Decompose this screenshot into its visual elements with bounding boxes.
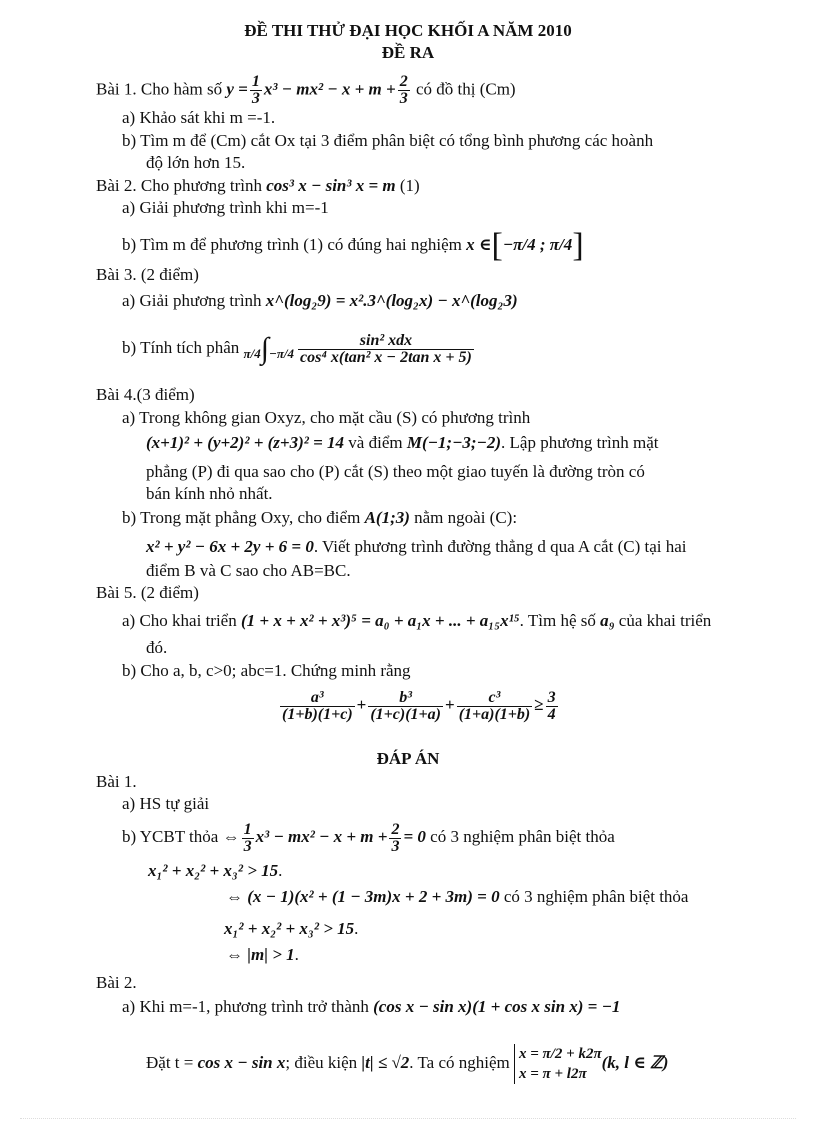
fraction: $\frac{\text{a³}}{(1+b)(1+c)}$ [282, 688, 353, 723]
problem-2-header: Bài 2. Cho phương trình cos³ x − sin³ x = m (1) [96, 176, 420, 195]
integral-sign: π/4∫−π/4 [243, 332, 295, 366]
problem-5a-cont: đó. [146, 638, 168, 657]
problem-3-header: Bài 3. (2 điểm) [96, 265, 199, 284]
fraction: $\frac{1}{3}$ [251, 73, 260, 107]
answer-1b-result: ⇔ |m| > 1. [226, 945, 299, 964]
answer-2a: a) Khi m=-1, phương trình trở thành (cos x − sin x)(1 + cos x sin x) = −1 [122, 997, 621, 1016]
problem-4a-eq: (x+1)² + (y+2)² + (z+3)² = 14 và điểm M(−1;−3;−2). Lập phương trình mặt [146, 433, 659, 452]
solution-bracket: x = π/2 + k2π x = π + l2π [514, 1044, 602, 1084]
integrand-fraction: $\frac{\text{sin² xdx}}{\text{cos⁴ x(tan² x − 2tan x + 5)}}$ [300, 331, 472, 366]
problem-4a-cont: phẳng (P) đi qua sao cho (P) cắt (S) theo một giao tuyến là đường tròn có [146, 462, 645, 481]
problem-4a: a) Trong không gian Oxyz, cho mặt cầu (S) có phương trình [122, 408, 531, 427]
problem-2b: b) Tìm m để phương trình (1) có đúng hai nghiệm x ∈[−π/4 ; π/4] [122, 227, 584, 265]
problem-4-header: Bài 4.(3 điểm) [96, 385, 195, 404]
answer-1-header: Bài 1. [96, 772, 137, 791]
inequality: $\frac{\text{a³}}{(1+b)(1+c)}$ + $\frac{\text{b³}}{(1+c)(1+a)}$ + $\frac{\text{c³}}{(1+a)(1+b)}$ ≥ $\frac{3}{4}$ [282, 688, 556, 723]
problem-4b: b) Trong mặt phẳng Oxy, cho điểm A(1;3) nằm ngoài (C): [122, 508, 518, 527]
answer-2-header: Bài 2. [96, 973, 137, 992]
problem-5a: a) Cho khai triển (1 + x + x² + x³)⁵ = a₀ + a₁x + ... + a₁₅x¹⁵. Tìm hệ số a₉ của khai triển [122, 611, 712, 630]
problem-4b-cont: điểm B và C sao cho AB=BC. [146, 561, 351, 580]
fraction: $\frac{3}{4}$ [547, 688, 556, 723]
answer-1b-factor: ⇔ (x − 1)(x² + (1 − 3m)x + 2 + 3m) = 0 có 3 nghiệm phân biệt thỏa [226, 887, 689, 906]
fraction: $\frac{\text{c³}}{(1+a)(1+b)}$ [458, 688, 531, 723]
problem-1a: a) Khảo sát khi m =-1. [122, 108, 276, 127]
problem-3b: b) Tính tích phân π/4∫−π/4 $\frac{\text{sin² xdx}}{\text{cos⁴ x(tan² x − 2tan x + 5)}}$ [122, 331, 472, 366]
fraction: $\frac{2}{3}$ [391, 820, 400, 855]
page-subtitle: ĐỀ RA [381, 43, 435, 62]
page-title: ĐỀ THI THỬ ĐẠI HỌC KHỐI A NĂM 2010 [244, 21, 572, 40]
answer-1b-cond: x₁² + x₂² + x₃² > 15. [148, 861, 283, 880]
answer-1a: a) HS tự giải [122, 794, 210, 813]
problem-2a: a) Giải phương trình khi m=-1 [122, 198, 329, 217]
fraction: $\frac{2}{3}$ [399, 73, 408, 107]
answer-2a-substitution: Đặt t = cos x − sin x; điều kiện |t| ≤ √2. Ta có nghiệm x = π/2 + k2π x = π + l2π (k, l ∈ ℤ) [146, 1046, 669, 1083]
problem-1-header: Bài 1. Cho hàm số y = $\frac{1}{3}$ x³ − mx² − x + m + $\frac{2}{3}$ có đồ thị (Cm) [96, 73, 516, 107]
problem-3a: a) Giải phương trình x^(log₂9) = x².3^(log₂x) − x^(log₂3) [122, 291, 518, 310]
problem-1b: b) Tìm m để (Cm) cắt Ox tại 3 điểm phân biệt có tổng bình phương các hoành [122, 131, 654, 150]
problem-5b: b) Cho a, b, c>0; abc=1. Chứng minh rằng [122, 661, 411, 680]
fraction: $\frac{1}{3}$ [243, 820, 252, 855]
fraction: $\frac{\text{b³}}{(1+c)(1+a)}$ [370, 688, 441, 723]
problem-4b-eq: x² + y² − 6x + 2y + 6 = 0. Viết phương trình đường thẳng d qua A cắt (C) tại hai [146, 537, 687, 556]
problem-5-header: Bài 5. (2 điểm) [96, 583, 199, 602]
page-divider [20, 1118, 796, 1119]
answer-1b-cond2: x₁² + x₂² + x₃² > 15. [224, 919, 359, 938]
answers-title: ĐÁP ÁN [376, 749, 440, 768]
answer-1b: b) YCBT thỏa ⇔ $\frac{1}{3}$ x³ − mx² − x + m + $\frac{2}{3}$ = 0 có 3 nghiệm phân biệt thỏa [122, 820, 615, 855]
problem-1b-cont: độ lớn hơn 15. [146, 153, 246, 172]
problem-4a-cont2: bán kính nhỏ nhất. [146, 484, 273, 503]
